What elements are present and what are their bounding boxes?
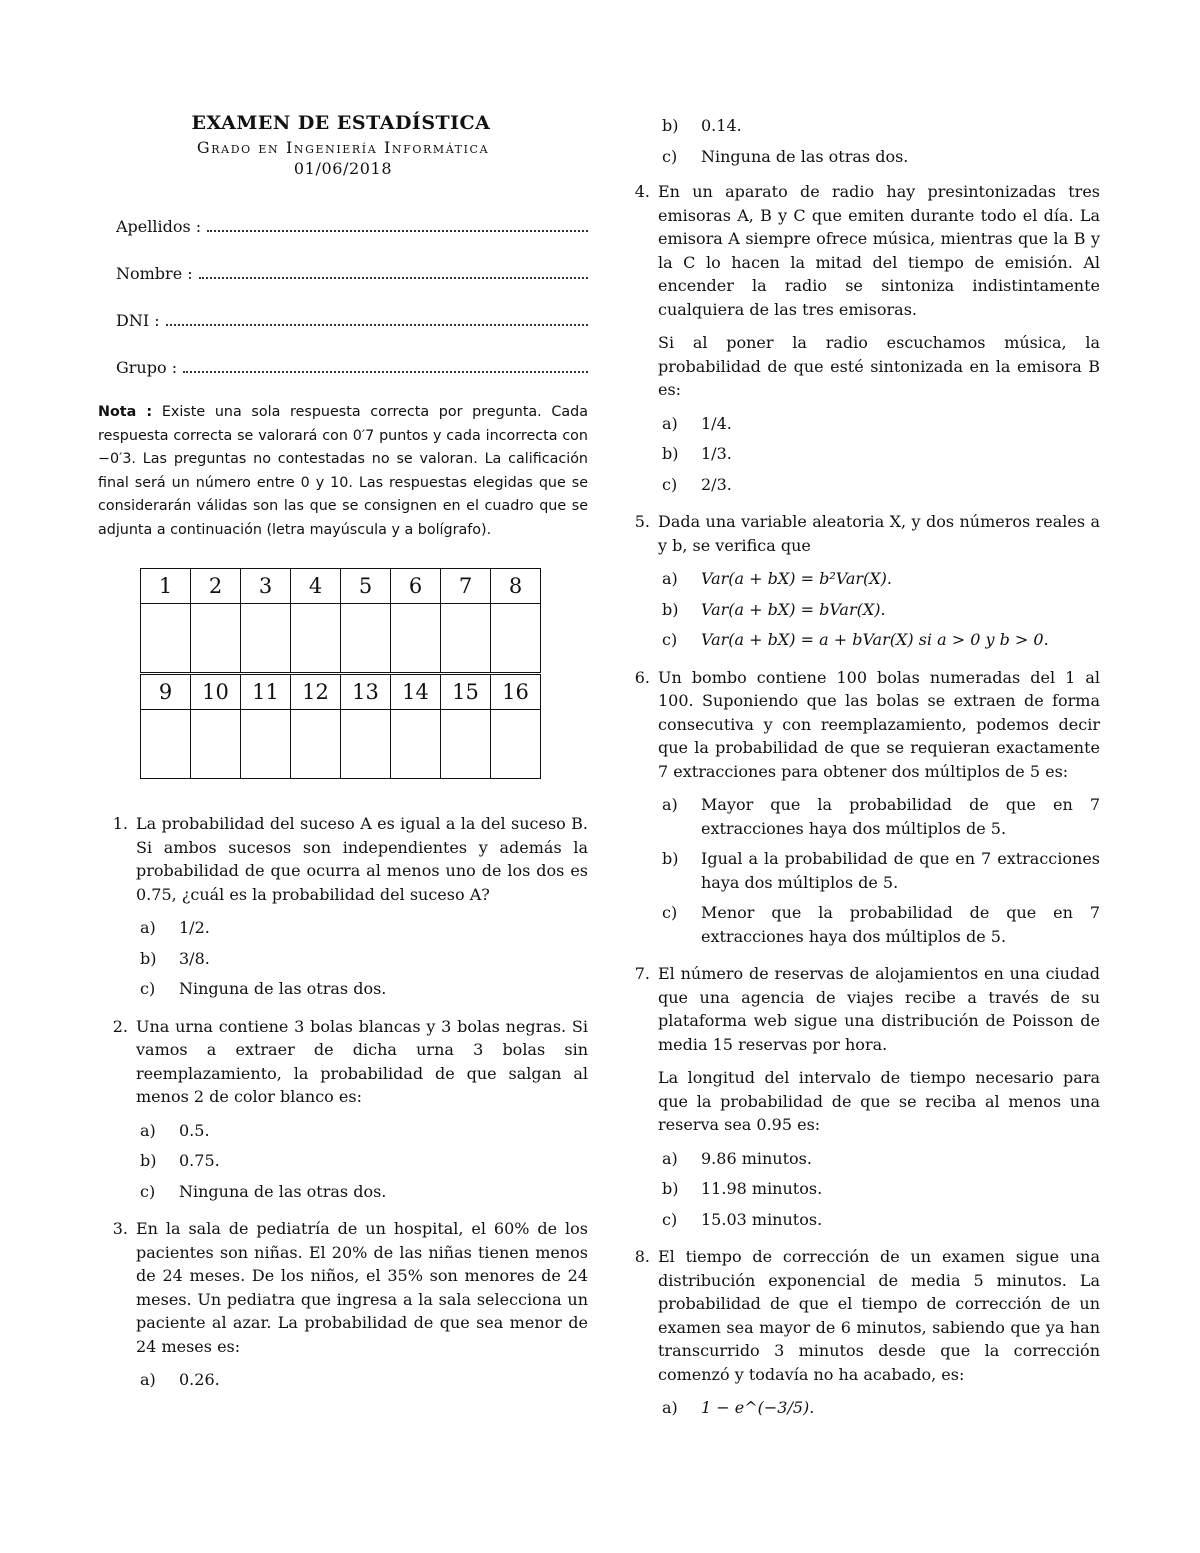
answer-grid-row <box>141 604 541 674</box>
option[interactable] <box>136 916 588 940</box>
note-label: Nota : <box>98 404 153 420</box>
option-text: Var(a + bX) = bVar(X). <box>701 599 886 619</box>
answer-grid-header-row <box>141 674 541 710</box>
grid-number: 7 <box>441 569 491 604</box>
option-letter: c) <box>662 903 678 922</box>
name-line[interactable] <box>199 277 588 279</box>
question-text: El número de reservas de alojamientos en una ciudad que una agencia de viajes recibe a través de su plataforma web sigue una distribución de Poisson de media 15 reservas por hora. <box>658 964 1100 1054</box>
question-number: 6. <box>634 667 650 687</box>
option[interactable] <box>658 145 1100 169</box>
question-number: 2. <box>112 1016 128 1036</box>
answer-grid <box>140 568 541 779</box>
question-list-right <box>620 114 1100 1420</box>
dni-field[interactable] <box>116 308 588 330</box>
question-number: 3. <box>112 1219 128 1238</box>
instructions-note <box>98 401 588 542</box>
question-text: Dada una variable aleatoria X, y dos números reales a y b, se verifica que <box>658 512 1100 555</box>
option-letter: b) <box>140 948 157 968</box>
option-text: 0.14. <box>701 116 742 135</box>
option-letter: b) <box>662 444 679 463</box>
option-text: Ninguna de las otras dos. <box>701 146 909 166</box>
option-text: 2/3. <box>701 474 732 494</box>
option-letter: a) <box>662 795 678 814</box>
dni-label: DNI : <box>116 311 160 330</box>
option-text: 0.26. <box>179 1370 220 1389</box>
options-list <box>658 412 1100 497</box>
answer-cell[interactable] <box>391 604 441 674</box>
options-list <box>658 567 1100 652</box>
option[interactable] <box>658 473 1100 497</box>
group-label: Grupo : <box>116 358 178 377</box>
option[interactable] <box>658 412 1100 436</box>
answer-cell[interactable] <box>341 604 391 674</box>
answer-cell[interactable] <box>441 710 491 779</box>
option[interactable] <box>658 442 1100 466</box>
option-text: 1 − e^(−3/5). <box>701 1398 815 1417</box>
question-number: 4. <box>634 182 650 201</box>
options-list <box>658 114 1100 168</box>
option-letter: c) <box>662 474 678 494</box>
surname-label: Apellidos : <box>116 217 202 236</box>
dni-line[interactable] <box>166 324 588 326</box>
question-2 <box>98 1015 588 1204</box>
question-text-2: Si al poner la radio escuchamos música, la probabilidad de que esté sintonizada en la emisora B es: <box>658 333 1100 399</box>
answer-cell[interactable] <box>191 604 241 674</box>
option[interactable] <box>658 567 1100 591</box>
answer-cell[interactable] <box>241 710 291 779</box>
grid-number: 2 <box>191 569 241 604</box>
answer-cell[interactable] <box>341 710 391 779</box>
question-text: En un aparato de radio hay presintonizadas tres emisoras A, B y C que emiten durante todo el día. La emisora A siempre ofrece música, mientras que la B y la C lo hacen la mitad del tiempo de emisión. Al encender la radio se sintoniza indistintamente cualquiera de las tres emisoras. <box>658 182 1100 319</box>
option[interactable] <box>136 977 588 1001</box>
option-letter: b) <box>140 1151 157 1170</box>
name-label: Nombre : <box>116 264 193 283</box>
note-text: Existe una sola respuesta correcta por pregunta. Cada respuesta correcta se valorará con 0′7 puntos y cada incorrecta con −0′3. Las preguntas no contestadas no se valoran. La calificación final será un número entre 0 y 10. Las respuestas elegidas que se considerarán válidas son las que se consignen en el cuadro que se adjunta a continuación (letra mayúscula y a bolígrafo). <box>98 404 589 538</box>
question-list-left <box>98 812 588 1392</box>
option[interactable] <box>136 947 588 971</box>
option-text: 3/8. <box>179 948 210 968</box>
option[interactable] <box>658 598 1100 622</box>
option-letter: c) <box>662 630 678 649</box>
option[interactable] <box>136 1149 588 1173</box>
grid-number: 14 <box>391 674 441 710</box>
option[interactable] <box>136 1180 588 1204</box>
answer-cell[interactable] <box>141 710 191 779</box>
option[interactable] <box>658 628 1100 652</box>
option-text: 15.03 minutos. <box>701 1209 823 1229</box>
option-text: Igual a la probabilidad de que en 7 extracciones haya dos múltiplos de 5. <box>701 849 1100 892</box>
surname-field[interactable] <box>116 214 588 236</box>
option-text: 11.98 minutos. <box>701 1179 823 1198</box>
option-text: Menor que la probabilidad de que en 7 extracciones haya dos múltiplos de 5. <box>701 903 1100 946</box>
grid-number: 4 <box>291 569 341 604</box>
options-list <box>658 1147 1100 1232</box>
option-letter: a) <box>662 1148 678 1168</box>
option-text: 9.86 minutos. <box>701 1148 812 1168</box>
question-number: 5. <box>634 512 650 531</box>
question-text: Una urna contiene 3 bolas blancas y 3 bolas negras. Si vamos a extraer de dicha urna 3 bolas sin reemplazamiento, la probabilidad de que salgan al menos 2 de color blanco es: <box>136 1016 588 1106</box>
question-4 <box>620 180 1100 496</box>
option-text: 0.75. <box>179 1151 220 1170</box>
question-number: 8. <box>634 1247 650 1266</box>
question-text: Un bombo contiene 100 bolas numeradas del 1 al 100. Suponiendo que las bolas se extraen de forma consecutiva y con reemplazamiento, podemos decir que la probabilidad de que se requieran exactamente 7 extracciones para obtener dos múltiplos de 5 es: <box>658 667 1100 781</box>
option[interactable] <box>136 1119 588 1143</box>
option-text: Ninguna de las otras dos. <box>179 979 387 998</box>
name-field[interactable] <box>116 261 588 283</box>
question-7 <box>620 962 1100 1231</box>
answer-cell[interactable] <box>391 710 441 779</box>
answer-grid-row <box>141 710 541 779</box>
option-letter: b) <box>662 849 679 868</box>
answer-grid-header-row <box>141 569 541 604</box>
option[interactable] <box>658 901 1100 948</box>
option-text: Var(a + bX) = a + bVar(X) si a > 0 y b > 0. <box>701 630 1049 649</box>
options-list <box>658 1396 1100 1420</box>
grid-number: 6 <box>391 569 441 604</box>
question-3-continued <box>620 114 1100 168</box>
answer-cell[interactable] <box>491 710 541 779</box>
answer-cell[interactable] <box>291 710 341 779</box>
grid-number: 10 <box>191 674 241 710</box>
question-8 <box>620 1245 1100 1420</box>
option-letter: b) <box>662 116 679 135</box>
grid-number: 8 <box>491 569 541 604</box>
option-text: Mayor que la probabilidad de que en 7 extracciones haya dos múltiplos de 5. <box>701 795 1100 838</box>
answer-cell[interactable] <box>241 604 291 674</box>
answer-cell[interactable] <box>291 604 341 674</box>
option-text: Var(a + bX) = b²Var(X). <box>701 569 892 588</box>
option[interactable] <box>658 1147 1100 1171</box>
option-letter: a) <box>140 1370 156 1389</box>
options-list <box>658 793 1100 948</box>
question-text: La probabilidad del suceso A es igual a la del suceso B. Si ambos sucesos son independientes y además la probabilidad de que ocurra al menos uno de los dos es 0.75, ¿cuál es la probabilidad del suceso A? <box>136 814 588 904</box>
grid-number: 12 <box>291 674 341 710</box>
exam-title: EXAMEN DE ESTADÍSTICA <box>191 112 491 134</box>
option-letter: b) <box>662 1179 679 1198</box>
group-field[interactable] <box>116 355 588 377</box>
question-text: En la sala de pediatría de un hospital, el 60% de los pacientes son niñas. El 20% de las niñas tienen menos de 24 meses. De los niños, el 35% son menores de 24 meses. Un pediatra que ingresa a la sala selecciona un paciente al azar. La probabilidad de que sea menor de 24 meses es: <box>136 1219 588 1356</box>
option[interactable] <box>658 114 1100 138</box>
option[interactable] <box>658 1208 1100 1232</box>
grid-number: 9 <box>141 674 191 710</box>
option[interactable] <box>658 1396 1100 1420</box>
grid-number: 15 <box>441 674 491 710</box>
right-column <box>620 112 1100 1420</box>
option[interactable] <box>658 793 1100 840</box>
question-number: 7. <box>634 964 650 983</box>
grid-number: 11 <box>241 674 291 710</box>
answer-cell[interactable] <box>491 604 541 674</box>
option-letter: b) <box>662 599 679 619</box>
option-letter: a) <box>662 569 678 588</box>
grid-number: 3 <box>241 569 291 604</box>
answer-cell[interactable] <box>141 604 191 674</box>
grid-number: 5 <box>341 569 391 604</box>
options-list <box>136 1368 588 1392</box>
options-list <box>136 916 588 1001</box>
option-letter: c) <box>140 1181 156 1201</box>
exam-subtitle: Grado en Ingeniería Informática <box>196 138 490 157</box>
option-letter: a) <box>662 1398 678 1417</box>
surname-line[interactable] <box>207 230 588 232</box>
option-text: 0.5. <box>179 1120 210 1140</box>
option-text: Ninguna de las otras dos. <box>179 1181 387 1201</box>
question-number: 1. <box>112 814 128 833</box>
option-letter: a) <box>140 918 156 937</box>
option[interactable] <box>136 1368 588 1392</box>
question-6 <box>620 666 1100 949</box>
grid-number: 16 <box>491 674 541 710</box>
option-text: 1/4. <box>701 413 732 433</box>
option[interactable] <box>658 1177 1100 1201</box>
option-text: 1/2. <box>179 918 210 937</box>
question-text: El tiempo de corrección de un examen sigue una distribución exponencial de media 5 minutos. La probabilidad de que el tiempo de corrección de un examen sea mayor de 6 minutos, sabiendo que ya han transcurrido 3 minutos desde que la corrección comenzó y todavía no ha acabado, es: <box>658 1247 1100 1384</box>
option-text: 1/3. <box>701 444 732 463</box>
option-letter: c) <box>662 146 678 166</box>
option-letter: a) <box>140 1120 156 1140</box>
grid-number: 13 <box>341 674 391 710</box>
group-line[interactable] <box>183 371 588 373</box>
options-list <box>136 1119 588 1204</box>
option[interactable] <box>658 847 1100 894</box>
question-5 <box>620 510 1100 652</box>
option-letter: c) <box>140 979 156 998</box>
grid-number: 1 <box>141 569 191 604</box>
left-column <box>98 112 588 1392</box>
question-1 <box>98 812 588 1001</box>
question-3 <box>98 1217 588 1392</box>
option-letter: c) <box>662 1209 678 1229</box>
answer-cell[interactable] <box>441 604 491 674</box>
question-text-2: La longitud del intervalo de tiempo necesario para que la probabilidad de que se reciba al menos una reserva sea 0.95 es: <box>658 1068 1100 1134</box>
exam-date: 01/06/2018 <box>293 159 393 178</box>
answer-cell[interactable] <box>191 710 241 779</box>
option-letter: a) <box>662 413 678 433</box>
